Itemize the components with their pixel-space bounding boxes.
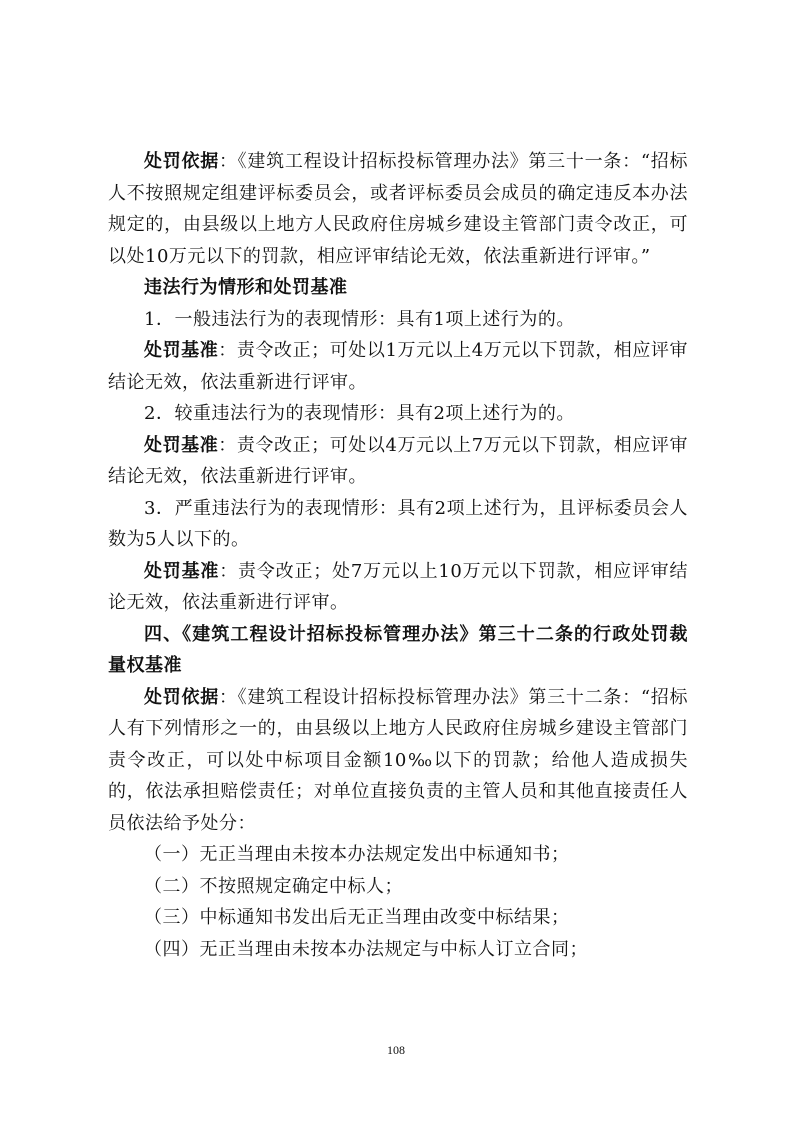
label-penalty-standard: 处罚基准 xyxy=(144,434,219,456)
paragraph-general-violation: 1．一般违法行为的表现情形：具有1项上述行为的。 xyxy=(144,308,575,330)
paragraph-standard-severe xyxy=(108,556,688,619)
paragraph-standard-serious xyxy=(108,430,688,493)
paragraph-text: ：《建筑工程设计招标投标管理办法》第三十二条：“招标人有下列情形之一的，由县级以上地方人民政府住房城乡建设主管部门责令改正，可以处中标项目金额10‰以下的罚款；给他人造成损失的，依法承担赔偿责任；对单位直接负责的主管人员和其他直接责任人员依法给予处分： xyxy=(108,686,688,834)
list-item-1: （一）无正当理由未按本办法规定发出中标通知书； xyxy=(144,844,570,865)
paragraph-basis-32 xyxy=(108,682,688,840)
paragraph-text: ：责令改正；可处以4万元以上7万元以下罚款，相应评审结论无效，依法重新进行评审。 xyxy=(108,434,689,487)
paragraph-text: ：《建筑工程设计招标投标管理办法》第三十一条：“招标人不按照规定组建评标委员会，或者评标委员会成员的确定违反本办法规定的，由县级以上地方人民政府住房城乡建设主管部门责令改正，可以处10万元以下的罚款，相应评审结论无效，依法重新进行评审。” xyxy=(108,151,688,267)
paragraph-severe-violation: 3．严重违法行为的表现情形：具有2项上述行为，且评标委员会人数为5人以下的。 xyxy=(108,497,688,550)
label-penalty-basis: 处罚依据 xyxy=(144,686,219,708)
paragraph-serious-violation: 2．较重违法行为的表现情形：具有2项上述行为的。 xyxy=(144,403,575,424)
list-item-3: （三）中标通知书发出后无正当理由改变中标结果； xyxy=(144,907,570,928)
document-body xyxy=(108,146,688,965)
paragraph-basis-31 xyxy=(108,146,688,272)
list-item-2: （二）不按照规定确定中标人； xyxy=(144,875,403,897)
label-penalty-standard: 处罚基准 xyxy=(144,340,219,361)
paragraph-text: ：责令改正；可处以1万元以上4万元以下罚款，相应评审结论无效，依法重新进行评审。 xyxy=(108,340,689,393)
paragraph-text: ：责令改正；处7万元以上10万元以下罚款，相应评审结论无效，依法重新进行评审。 xyxy=(108,560,688,613)
heading-section-four: 四、《建筑工程设计招标投标管理办法》第三十二条的行政处罚裁量权基准 xyxy=(108,623,688,676)
label-penalty-basis: 处罚依据 xyxy=(144,151,219,172)
list-item-4: （四）无正当理由未按本办法规定与中标人订立合同； xyxy=(144,938,588,960)
page-number: 108 xyxy=(387,1043,405,1057)
paragraph-standard-general xyxy=(108,335,688,398)
label-penalty-standard: 处罚基准 xyxy=(144,560,220,582)
heading-violation-standards: 违法行为情形和处罚基准 xyxy=(144,277,348,298)
